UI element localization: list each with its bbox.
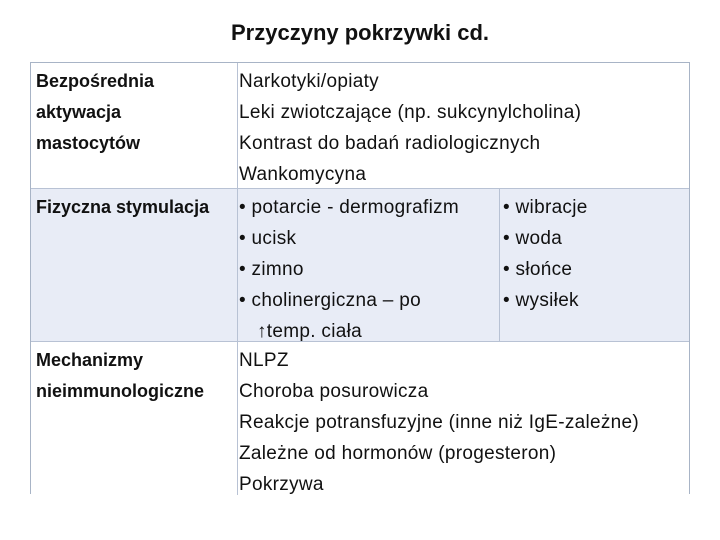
column-divider	[237, 189, 238, 341]
list-item: • zimno	[239, 259, 304, 280]
list-item: • wysiłek	[503, 290, 579, 311]
column-divider	[237, 342, 238, 495]
list-item: NLPZ	[239, 350, 289, 371]
table-row	[31, 342, 689, 495]
causes-table	[30, 62, 690, 494]
label-line: Bezpośrednia	[36, 71, 155, 91]
label-line: aktywacja	[36, 102, 122, 122]
list-item: • słońce	[503, 259, 573, 280]
list-item: • woda	[503, 228, 563, 249]
column-divider	[237, 63, 238, 188]
slide-title: Przyczyny pokrzywki cd.	[231, 20, 489, 45]
list-item: Zależne od hormonów (progesteron)	[239, 443, 557, 464]
list-item: • wibracje	[503, 197, 588, 218]
table-row	[31, 188, 689, 342]
row-content-left	[239, 192, 497, 347]
list-item: Reakcje potransfuzyjne (inne niż IgE-zależne)	[239, 412, 640, 433]
row-content	[239, 66, 689, 190]
list-item: Leki zwiotczające (np. sukcynylcholina)	[239, 102, 582, 123]
label-line: mastocytów	[36, 133, 141, 153]
label-line: Mechanizmy	[36, 350, 144, 370]
list-item: • potarcie - dermografizm	[239, 197, 460, 218]
row-label	[36, 192, 236, 223]
list-item: Wankomycyna	[239, 164, 367, 185]
label-line: Fizyczna stymulacja	[36, 197, 210, 217]
row-content-right	[503, 192, 688, 316]
column-divider	[499, 189, 500, 341]
list-item: Choroba posurowicza	[239, 381, 429, 402]
list-item: Kontrast do badań radiologicznych	[239, 133, 541, 154]
list-item: • cholinergiczna – po	[239, 290, 421, 311]
row-label	[36, 345, 236, 407]
list-item: ↑temp. ciała	[257, 321, 362, 342]
table-row	[31, 63, 689, 188]
list-item: Narkotyki/opiaty	[239, 71, 379, 92]
row-content	[239, 345, 689, 500]
row-label	[36, 66, 236, 159]
list-item: • ucisk	[239, 228, 297, 249]
list-item: Pokrzywa	[239, 474, 324, 495]
label-line: nieimmunologiczne	[36, 381, 205, 401]
